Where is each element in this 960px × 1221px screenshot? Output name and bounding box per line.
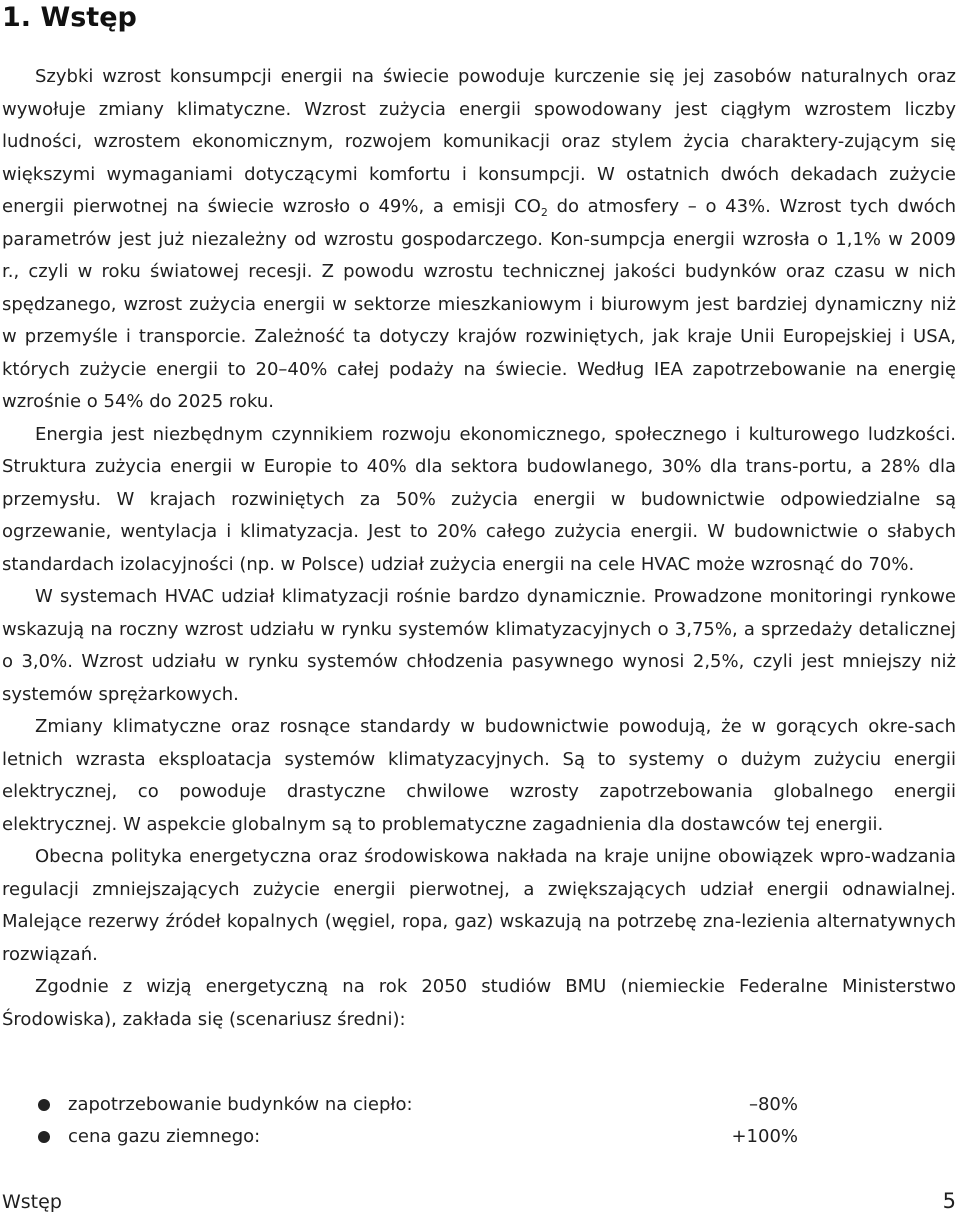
co2-subscript: 2	[540, 206, 548, 219]
section-heading: 1. Wstęp	[2, 2, 137, 33]
paragraph-5: Obecna polityka energetyczna oraz środowiskowa nakłada na kraje unijne obowiązek wpro-wadzania regulacji zmniejszających zużycie energii pierwotnej, a zwiększających udział energii odnawialnej. Malejące rezerwy źródeł kopalnych (węgiel, ropa, gaz) wskazują na potrzebę zna-lezienia alternatywnych rozwiązań.	[2, 846, 956, 965]
body-text	[2, 61, 956, 1036]
list-item	[36, 1089, 806, 1121]
list-item-value: +100%	[731, 1126, 798, 1147]
list-item-value: –80%	[748, 1094, 798, 1115]
paragraph-6: Zgodnie z wizją energetyczną na rok 2050 studiów BMU (niemieckie Federalne Ministerstwo Środowiska), zakłada się (scenariusz średni):	[2, 976, 956, 1030]
footer-section-title: Wstęp	[2, 1191, 62, 1213]
paragraph-2: Energia jest niezbędnym czynnikiem rozwoju ekonomicznego, społecznego i kulturowego ludzkości. Struktura zużycia energii w Europie to 40% dla sektora budowlanego, 30% dla trans-portu, a 28% dla przemysłu. W krajach rozwiniętych za 50% zużycia energii w budownictwie odpowiedzialne są ogrzewanie, wentylacja i klimatyzacja. Jest to 20% całego zużycia energii. W budownictwie o słabych standardach izolacyjności (np. w Polsce) udział zużycia energii na cele HVAC może wzrosnąć do 70%.	[2, 423, 956, 575]
page-number: 5	[942, 1189, 956, 1213]
paragraph-3: W systemach HVAC udział klimatyzacji rośnie bardzo dynamicznie. Prowadzone monitoringi rynkowe wskazują na roczny wzrost udziału w rynku systemów klimatyzacyjnych o 3,75%, a sprzedaży detalicznej o 3,0%. Wzrost udziału w rynku systemów chłodzenia pasywnego wynosi 2,5%, czyli jest mniejszy niż systemów sprężarkowych.	[2, 586, 956, 705]
list-item-label: cena gazu ziemnego:	[68, 1126, 261, 1147]
paragraph-1-text-b: do atmosfery – o 43%. Wzrost tych dwóch parametrów jest już niezależny od wzrostu gospodarczego. Kon-sumpcja energii wzrosła o 1,1% w 2009 r., czyli w roku światowej recesji. Z powodu wzrostu technicznej jakości budynków oraz czasu w nich spędzanego, wzrost zużycia energii w sektorze mieszkaniowym i biurowym jest bardziej dynamiczny niż w przemyśle i transporcie. Zależność ta dotyczy krajów rozwiniętych, jak kraje Unii Europejskiej i USA, których zużycie energii to 20–40% całej podaży na świecie. Według IEA zapotrzebowanie na energię wzrośnie o 54% do 2025 roku.	[2, 196, 956, 412]
list-item-label: zapotrzebowanie budynków na ciepło:	[68, 1094, 413, 1115]
paragraph-4: Zmiany klimatyczne oraz rosnące standardy w budownictwie powodują, że w gorących okre-sach letnich wzrasta eksploatacja systemów klimatyzacyjnych. Są to systemy o dużym zużyciu energii elektrycznej, co powoduje drastyczne chwilowe wzrosty zapotrzebowania globalnego energii elektrycznej. W aspekcie globalnym są to problematyczne zagadnienia dla dostawców tej energii.	[2, 716, 956, 835]
paragraph-1-text-a: Szybki wzrost konsumpcji energii na świecie powoduje kurczenie się jej zasobów naturalnych oraz wywołuje zmiany klimatyczne. Wzrost zużycia energii spowodowany jest ciągłym wzrostem liczby ludności, wzrostem ekonomicznym, rozwojem komunikacji oraz stylem życia charaktery-zującym się większymi wymaganiami dotyczącymi komfortu i konsumpcji. W ostatnich dwóch dekadach zużycie energii pierwotnej na świecie wzrosło o 49%, a emisji CO	[2, 66, 956, 217]
forecast-list	[36, 1089, 806, 1153]
paragraph-1	[2, 61, 956, 419]
bullet-icon	[38, 1131, 50, 1143]
list-item	[36, 1121, 806, 1153]
bullet-icon	[38, 1099, 50, 1111]
